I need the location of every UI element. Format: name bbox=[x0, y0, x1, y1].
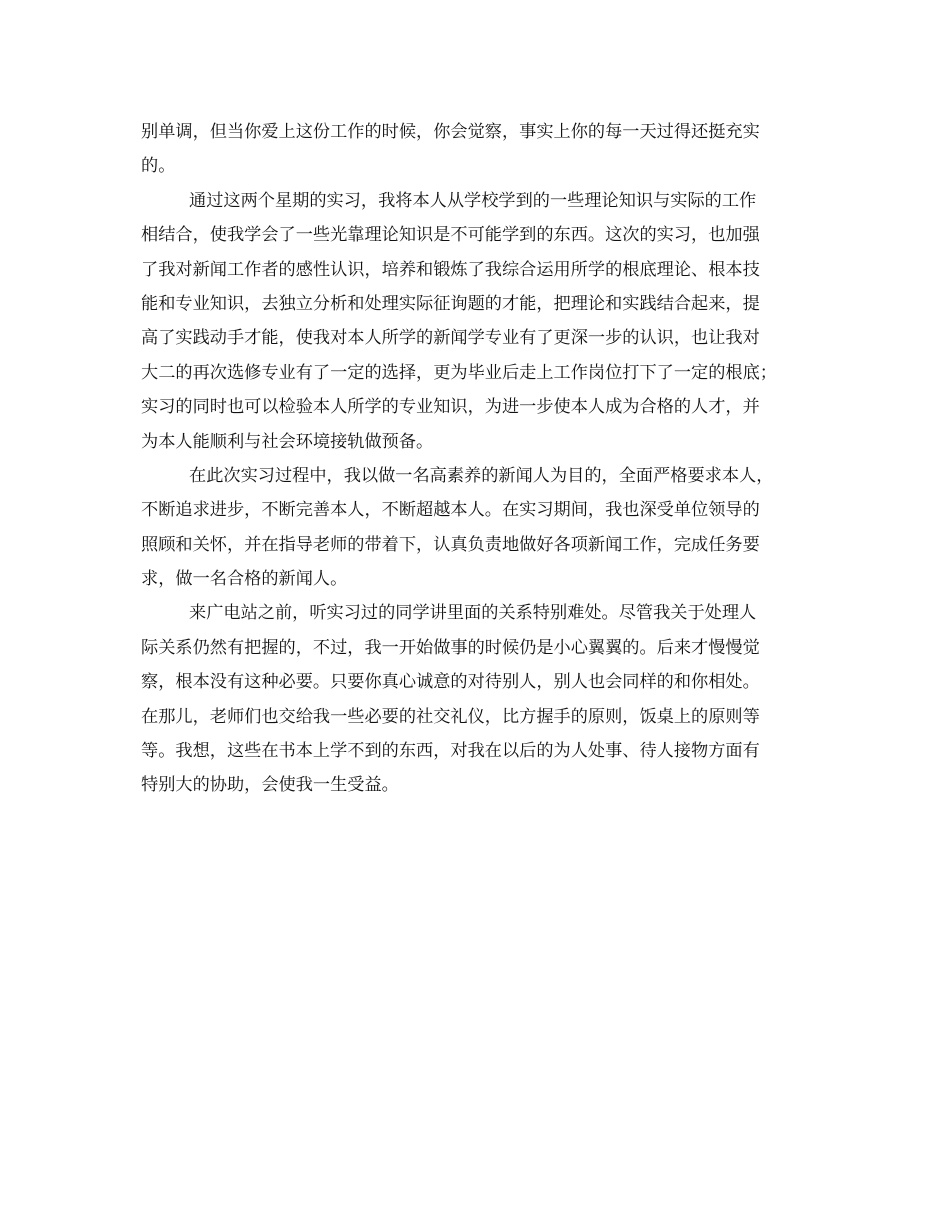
text-line: 求，做一名合格的新闻人。 bbox=[141, 569, 348, 590]
body-text bbox=[141, 115, 821, 803]
text-line: 为本人能顺利与社会环境接轨做预备。 bbox=[141, 431, 434, 452]
text-line: 的。 bbox=[141, 156, 176, 177]
text-line: 能和专业知识，去独立分析和处理实际征询题的才能，把理论和实践结合起来，提 bbox=[141, 293, 760, 314]
text-line: 在那儿，老师们也交给我一些必要的社交礼仪，比方握手的原则，饭桌上的原则等 bbox=[141, 706, 760, 727]
paragraph-first-line: 在此次实习过程中，我以做一名高素养的新闻人为目的，全面严格要求本人， bbox=[189, 465, 774, 486]
paragraph-first-line: 通过这两个星期的实习，我将本人从学校学到的一些理论知识与实际的工作 bbox=[189, 190, 757, 211]
paragraph-first-line: 来广电站之前，听实习过的同学讲里面的关系特别难处。尽管我关于处理人 bbox=[189, 603, 757, 624]
text-line: 相结合，使我学会了一些光靠理论知识是不可能学到的东西。这次的实习，也加强 bbox=[141, 225, 760, 246]
text-line: 实习的同时也可以检验本人所学的专业知识，为进一步使本人成为合格的人才，并 bbox=[141, 397, 760, 418]
text-line: 等。我想，这些在书本上学不到的东西，对我在以后的为人处事、待人接物方面有 bbox=[141, 741, 760, 762]
text-line: 大二的再次选修专业有了一定的选择，更为毕业后走上工作岗位打下了一定的根底； bbox=[141, 362, 777, 383]
text-line: 照顾和关怀，并在指导老师的带着下，认真负责地做好各项新闻工作，完成任务要 bbox=[141, 534, 760, 555]
text-line: 了我对新闻工作者的感性认识，培养和锻炼了我综合运用所学的根底理论、根本技 bbox=[141, 259, 760, 280]
text-line: 不断追求进步，不断完善本人，不断超越本人。在实习期间，我也深受单位领导的 bbox=[141, 500, 760, 521]
text-line: 际关系仍然有把握的，不过，我一开始做事的时候仍是小心翼翼的。后来才慢慢觉 bbox=[141, 637, 760, 658]
text-line: 察，根本没有这种必要。只要你真心诚意的对待别人，别人也会同样的和你相处。 bbox=[141, 672, 760, 693]
text-line: 高了实践动手才能，使我对本人所学的新闻学专业有了更深一步的认识，也让我对 bbox=[141, 328, 760, 349]
text-line: 别单调，但当你爱上这份工作的时候，你会觉察，事实上你的每一天过得还挺充实 bbox=[141, 122, 760, 142]
text-line: 特别大的协助，会使我一生受益。 bbox=[141, 775, 399, 796]
